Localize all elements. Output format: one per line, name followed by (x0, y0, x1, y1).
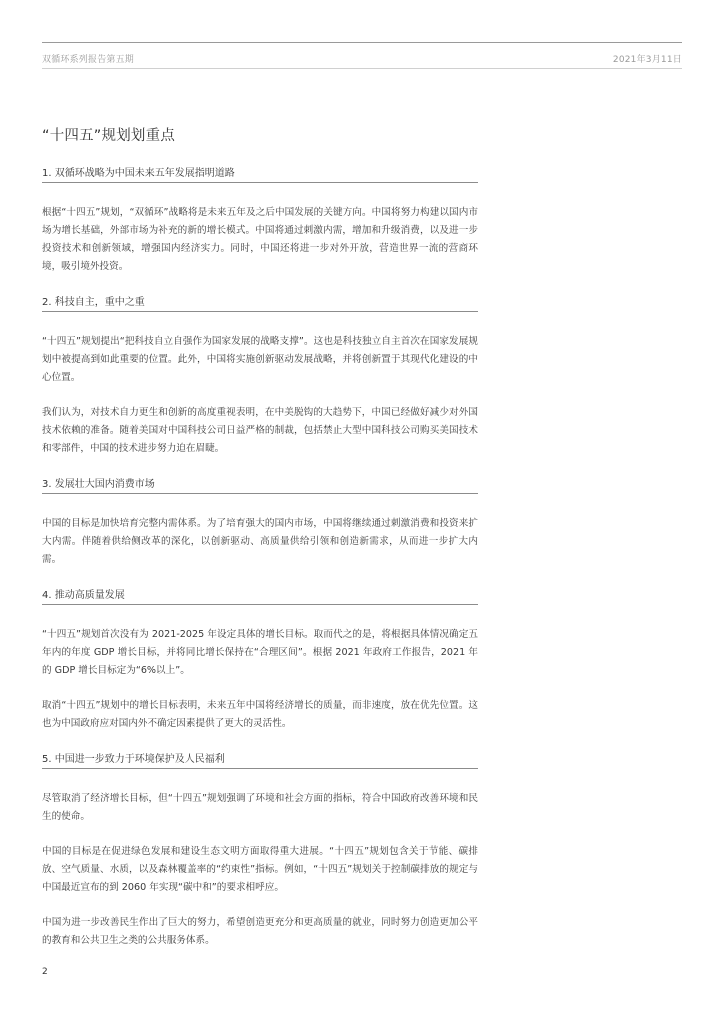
paragraph: “十四五”规划首次没有为 2021-2025 年设定具体的增长目标。取而代之的是，将根据具体情况确定五年内的年度 GDP 增长目标，并将同比增长保持在“合理区间”。根据 2021 年政府工作报告，2021 年的 GDP 增长目标定为“6%以上”。 (42, 629, 478, 676)
paragraph: 中国的目标是在促进绿色发展和建设生态文明方面取得重大进展。“十四五”规划包含关于节能、碳排放、空气质量、水质，以及森林覆盖率的“约束性”指标。例如，“十四五”规划关于控制碳排放的规定与中国最近宣布的到 2060 年实现“碳中和”的要求相呼应。 (42, 846, 478, 893)
page-number: 2 (42, 967, 48, 977)
section-4 (42, 586, 478, 733)
section-heading: 1. 双循环战略为中国未来五年发展指明道路 (42, 164, 478, 183)
section-1 (42, 164, 478, 276)
paragraph: “十四五”规划提出“把科技自立自强作为国家发展的战略支撑”。这也是科技独立自主首次在国家发展规划中被提高到如此重要的位置。此外，中国将实施创新驱动发展战略，并将创新置于其现代化建设的中心位置。 (42, 336, 478, 383)
section-3 (42, 475, 478, 569)
paragraph: 我们认为，对技术自力更生和创新的高度重视表明，在中美脱钩的大趋势下，中国已经做好减少对外国技术依赖的准备。随着美国对中国科技公司日益严格的制裁，包括禁止大型中国科技公司购买美国技术和零部件，中国的技术进步努力迫在眉睫。 (42, 407, 478, 454)
section-heading: 3. 发展壮大国内消费市场 (42, 475, 478, 494)
section-heading: 2. 科技自主，重中之重 (42, 293, 478, 312)
section-heading: 5. 中国进一步致力于环境保护及人民福利 (42, 750, 478, 769)
page-title: “十四五”规划划重点 (42, 128, 176, 144)
paragraph: 中国为进一步改善民生作出了巨大的努力，希望创造更充分和更高质量的就业，同时努力创造更加公平的教育和公共卫生之类的公共服务体系。 (42, 917, 478, 946)
top-rule (42, 42, 682, 43)
section-5 (42, 750, 478, 950)
paragraph: 根据“十四五”规划，“双循环”战略将是未来五年及之后中国发展的关键方向。中国将努力构建以国内市场为增长基础，外部市场为补充的新的增长模式。中国将通过刺激内需，增加和升级消费，以及进一步投资技术和创新领域，增强国内经济实力。同时，中国还将进一步对外开放，营造世界一流的营商环境，吸引境外投资。 (42, 207, 478, 272)
paragraph: 尽管取消了经济增长目标，但“十四五”规划强调了环境和社会方面的指标，符合中国政府改善环境和民生的使命。 (42, 793, 478, 822)
running-header (42, 52, 682, 65)
paragraph: 中国的目标是加快培育完整内需体系。为了培育强大的国内市场，中国将继续通过刺激消费和投资来扩大内需。伴随着供给侧改革的深化，以创新驱动、高质量供给引领和创造新需求，从而进一步扩大内需。 (42, 518, 478, 565)
main-content (42, 124, 478, 967)
paragraph: 取消“十四五”规划中的增长目标表明，未来五年中国将经济增长的质量，而非速度，放在优先位置。这也为中国政府应对国内外不确定因素提供了更大的灵活性。 (42, 700, 478, 729)
section-heading: 4. 推动高质量发展 (42, 586, 478, 605)
section-2 (42, 293, 478, 458)
series-title: 双循环系列报告第五期 (42, 55, 135, 65)
header-rule (42, 68, 682, 69)
report-date: 2021年3月11日 (612, 55, 682, 65)
